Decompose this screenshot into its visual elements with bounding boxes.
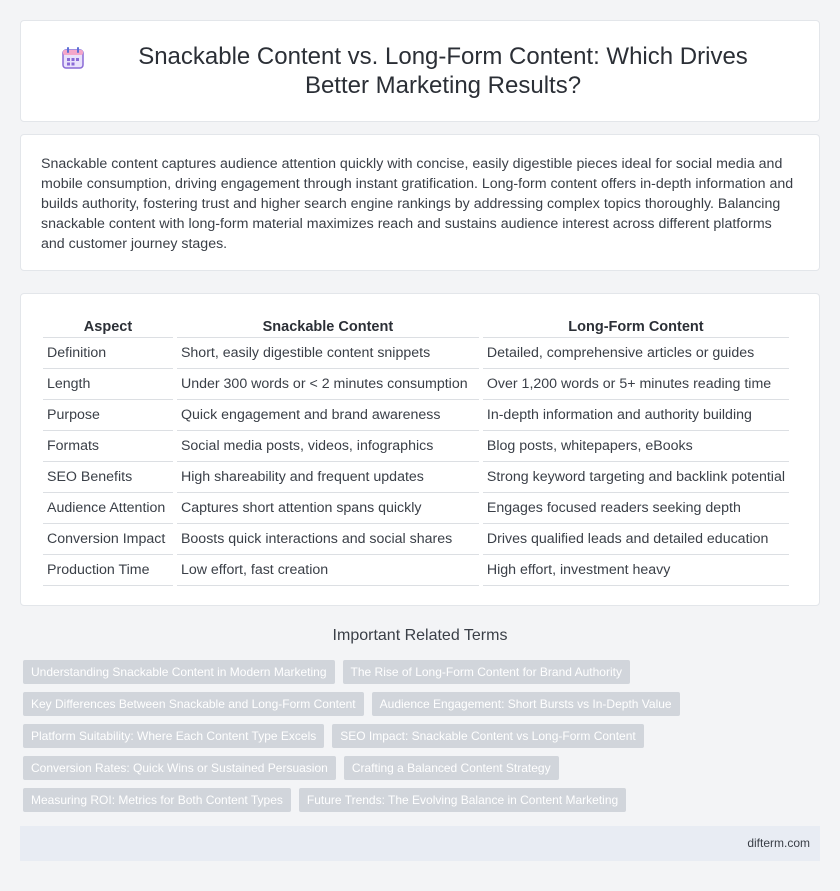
row-aspect: SEO Benefits <box>43 462 173 493</box>
row-snackable: Captures short attention spans quickly <box>177 493 479 524</box>
intro-card <box>20 134 820 271</box>
row-long-form: Engages focused readers seeking depth <box>483 493 789 524</box>
related-term-tag[interactable]: Measuring ROI: Metrics for Both Content Types <box>23 788 291 812</box>
row-snackable: Low effort, fast creation <box>177 555 479 586</box>
row-aspect: Purpose <box>43 400 173 431</box>
related-term-tag[interactable]: SEO Impact: Snackable Content vs Long-Form Content <box>332 724 643 748</box>
row-snackable: Boosts quick interactions and social shares <box>177 524 479 555</box>
related-term-tag[interactable]: Audience Engagement: Short Bursts vs In-Depth Value <box>372 692 680 716</box>
row-long-form: Detailed, comprehensive articles or guides <box>483 338 789 369</box>
row-aspect: Audience Attention <box>43 493 173 524</box>
row-snackable: High shareability and frequent updates <box>177 462 479 493</box>
tag-row <box>23 724 823 748</box>
table-row <box>43 555 789 586</box>
row-long-form: Drives qualified leads and detailed education <box>483 524 789 555</box>
row-long-form: High effort, investment heavy <box>483 555 789 586</box>
table-row <box>43 400 789 431</box>
tag-row <box>23 692 823 716</box>
header-aspect: Aspect <box>43 314 173 338</box>
footer <box>20 826 820 861</box>
row-long-form: Over 1,200 words or 5+ minutes reading time <box>483 369 789 400</box>
comparison-card <box>20 293 820 606</box>
row-long-form: Blog posts, whitepapers, eBooks <box>483 431 789 462</box>
tag-row <box>23 756 823 780</box>
related-terms-list <box>23 660 823 820</box>
related-term-tag[interactable]: The Rise of Long-Form Content for Brand Authority <box>343 660 630 684</box>
calendar-icon <box>61 46 85 70</box>
header-card <box>20 20 820 122</box>
tag-row <box>23 788 823 812</box>
footer-site-link[interactable]: difterm.com <box>747 836 810 850</box>
related-term-tag[interactable]: Crafting a Balanced Content Strategy <box>344 756 559 780</box>
related-term-tag[interactable]: Understanding Snackable Content in Modern Marketing <box>23 660 335 684</box>
row-aspect: Production Time <box>43 555 173 586</box>
related-terms-title: Important Related Terms <box>332 627 508 644</box>
row-snackable: Under 300 words or < 2 minutes consumption <box>177 369 479 400</box>
header-snackable: Snackable Content <box>177 314 479 338</box>
table-header-row <box>43 314 789 338</box>
row-aspect: Definition <box>43 338 173 369</box>
table-row <box>43 524 789 555</box>
tag-row <box>23 660 823 684</box>
comparison-table <box>39 314 793 586</box>
row-long-form: Strong keyword targeting and backlink potential <box>483 462 789 493</box>
row-aspect: Length <box>43 369 173 400</box>
related-term-tag[interactable]: Platform Suitability: Where Each Content Type Excels <box>23 724 324 748</box>
page-title: Snackable Content vs. Long-Form Content: Which Drives Better Marketing Results? <box>138 43 748 99</box>
header-long-form: Long-Form Content <box>483 314 789 338</box>
related-term-tag[interactable]: Key Differences Between Snackable and Long-Form Content <box>23 692 364 716</box>
table-row <box>43 462 789 493</box>
related-term-tag[interactable]: Conversion Rates: Quick Wins or Sustained Persuasion <box>23 756 336 780</box>
table-row <box>43 493 789 524</box>
row-snackable: Social media posts, videos, infographics <box>177 431 479 462</box>
row-snackable: Short, easily digestible content snippets <box>177 338 479 369</box>
table-row <box>43 338 789 369</box>
row-aspect: Formats <box>43 431 173 462</box>
table-row <box>43 431 789 462</box>
intro-text: Snackable content captures audience attention quickly with concise, easily digestible pieces ideal for social media and mobile consumption, driving engagement through instant gratification. Long-form content offers in-depth information and builds authority, fostering trust and higher search engine rankings by addressing complex topics thoroughly. Balancing snackable content with long-form material maximizes reach and sustains audience interest across different platforms and customer journey stages. <box>41 156 794 252</box>
related-term-tag[interactable]: Future Trends: The Evolving Balance in Content Marketing <box>299 788 626 812</box>
row-aspect: Conversion Impact <box>43 524 173 555</box>
table-row <box>43 369 789 400</box>
row-snackable: Quick engagement and brand awareness <box>177 400 479 431</box>
row-long-form: In-depth information and authority building <box>483 400 789 431</box>
